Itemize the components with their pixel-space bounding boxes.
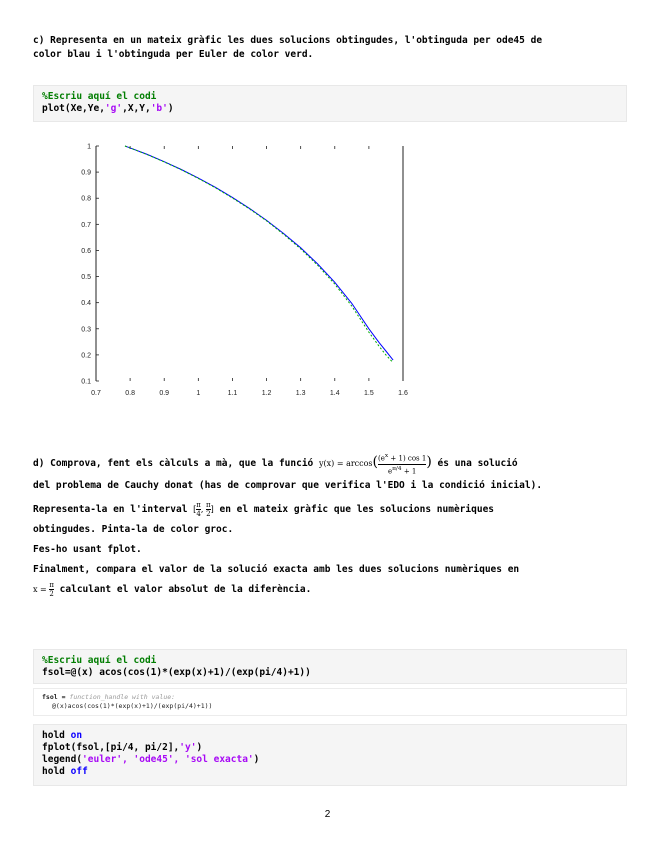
code-cell-plot[interactable] (33, 85, 627, 122)
evaluation-point: x = $\frac{\pi}{2}$ (33, 581, 54, 599)
y-tick-label: 0.5 (81, 274, 91, 282)
section-d-line4: obtingudes. Pinta-la de color groc. (33, 523, 234, 535)
x-tick-label: 1.4 (329, 390, 340, 397)
section-d-text (33, 452, 628, 600)
interval: [ $\frac{\pi}{4}$ , $\frac{\pi}{2}$ ] (193, 501, 214, 519)
series-line-0 (125, 146, 393, 360)
output-header: fsol = function_handle with value: (42, 693, 176, 701)
section-d-line5: Fes-ho usant fplot. (33, 543, 142, 555)
output-fsol (33, 688, 627, 716)
exact-solution-formula: y(x) = arccos( $\frac{(e^x + 1) \cos 1}{e^{\pi/4} + 1}$ ) (319, 453, 432, 475)
code-line-hold-on: hold on (42, 730, 83, 741)
section-c-line2: color blau i l'obtinguda per Euler de color verd. (33, 49, 314, 60)
section-d-line1: d) Comprova, fent els càlculs a mà, que la funció y(x) = arccos( $\frac{(e^x + 1) \cos 1}{e^{\pi/4} + 1}$ ) és una solució (33, 453, 518, 475)
y-tick-label: 0.1 (81, 378, 91, 386)
x-tick-label: 0.7 (91, 390, 101, 397)
code-comment: %Escriu aquí el codi (42, 655, 157, 666)
y-tick-label: 0.2 (81, 352, 91, 360)
x-tick-label: 1.6 (398, 390, 408, 397)
x-tick-label: 1.5 (364, 390, 374, 397)
code-comment: %Escriu aquí el codi (42, 91, 157, 102)
code-cell-fplot[interactable] (33, 724, 627, 786)
section-d-line3: Representa-la en l'interval [ $\frac{\pi}{4}$ , $\frac{\pi}{2}$ ] en el mateix gràfic que les solucions numèriques (33, 501, 495, 519)
x-tick-label: 1.2 (261, 390, 272, 397)
section-c-text (33, 34, 628, 62)
code-line-fplot: fplot(fsol,[pi/4, pi/2],'y') (42, 742, 203, 753)
x-tick-label: 0.8 (125, 390, 135, 397)
code-line-hold-off: hold off (42, 766, 88, 777)
series-line-1 (125, 146, 393, 363)
y-tick-label: 0.9 (81, 169, 91, 177)
y-tick-label: 1 (87, 143, 91, 151)
y-tick-label: 0.4 (81, 300, 91, 308)
x-tick-label: 1 (196, 390, 201, 397)
x-tick-label: 1.3 (295, 390, 306, 397)
code-line-legend: legend('euler', 'ode45', 'sol exacta') (42, 754, 260, 765)
y-tick-label: 0.6 (81, 247, 91, 255)
section-d-line6: Finalment, compara el valor de la solució exacta amb les dues solucions numèriques en (33, 563, 520, 575)
x-tick-label: 1.1 (227, 390, 238, 397)
code-line-fsol: fsol=@(x) acos(cos(1)*(exp(x)+1)/(exp(pi/4)+1)) (42, 667, 311, 678)
x-tick-label: 0.9 (159, 390, 170, 397)
y-tick-label: 0.8 (81, 195, 91, 203)
section-d-line2: del problema de Cauchy donat (has de comprovar que verifica l'EDO i la condició inicial). (33, 479, 543, 491)
section-d-line7: x = $\frac{\pi}{2}$ calculant el valor absolut de la diferència. (33, 581, 312, 599)
section-c-line1: c) Representa en un mateix gràfic les dues solucions obtingudes, l'obtinguda per ode45 de (33, 35, 543, 46)
output-value: @(x)acos(cos(1)*(exp(x)+1)/(exp(pi/4)+1)) (52, 702, 213, 710)
solution-plot (60, 138, 420, 410)
code-cell-fsol[interactable] (33, 649, 627, 684)
code-line-plot: plot(Xe,Ye,'g',X,Y,'b') (42, 103, 174, 114)
y-tick-label: 0.3 (81, 326, 91, 334)
page-number: 2 (324, 809, 331, 820)
y-tick-label: 0.7 (81, 221, 91, 229)
